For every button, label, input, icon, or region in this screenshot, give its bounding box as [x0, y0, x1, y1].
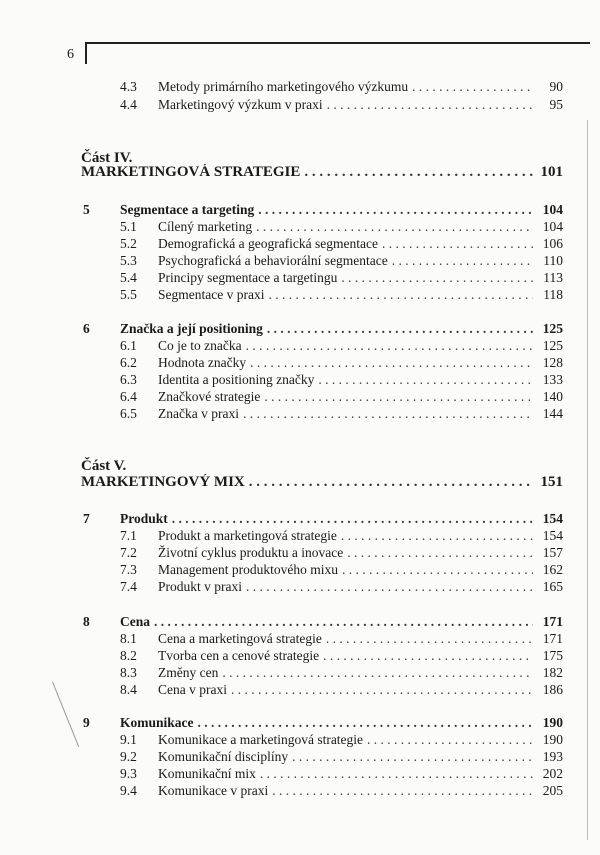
toc-entry-number: 7.3: [120, 562, 137, 577]
chapter-title: Cena: [120, 614, 150, 629]
toc-entry: [120, 579, 563, 595]
dot-leader: [198, 715, 533, 731]
dot-leader: [304, 164, 533, 181]
dot-leader: [323, 648, 533, 664]
toc-entry-page: 118: [543, 287, 563, 302]
toc-entry-number: 5.2: [120, 236, 137, 251]
toc-entry-page: 162: [542, 562, 563, 577]
dot-leader: [258, 202, 533, 218]
chapter-row: [120, 321, 563, 337]
dot-leader: [231, 682, 533, 698]
chapter-title: Komunikace: [120, 715, 194, 730]
toc-entry-page: 182: [542, 665, 563, 680]
toc-entry-number: 4.4: [120, 97, 137, 112]
toc-entry-number: 6.5: [120, 406, 137, 421]
dot-leader: [392, 253, 533, 269]
chapter-number: 9: [83, 715, 90, 730]
chapter-title: Segmentace a targeting: [120, 202, 255, 217]
toc-entry: [120, 287, 563, 303]
toc-entry: [120, 389, 563, 405]
dot-leader: [382, 236, 533, 252]
chapter-number: 8: [83, 614, 90, 629]
toc-entry-title: Management produktového mixu: [158, 562, 338, 577]
dot-leader: [246, 579, 533, 595]
page-edge-line: [587, 120, 588, 840]
toc-entry: [120, 732, 563, 748]
dot-leader: [341, 270, 533, 286]
dot-leader: [292, 749, 533, 765]
toc-entry-number: 9.2: [120, 749, 137, 764]
toc-entry-number: 5.1: [120, 219, 137, 234]
toc-entry-page: 125: [542, 338, 563, 353]
toc-entry-title: Metody primárního marketingového výzkumu: [158, 79, 409, 94]
toc-entry-number: 4.3: [120, 79, 137, 94]
toc-entry-page: 193: [542, 749, 563, 764]
toc-entry: [120, 219, 563, 235]
chapter-number: 5: [83, 202, 90, 217]
dot-leader: [250, 355, 533, 371]
chapter-page: 104: [542, 202, 563, 217]
toc-entry-title: Komunikační mix: [158, 766, 256, 781]
chapter-page: 171: [542, 614, 563, 629]
toc-entry: [120, 562, 563, 578]
toc-entry-page: 175: [542, 648, 563, 663]
toc-entry-title: Produkt a marketingová strategie: [158, 528, 337, 543]
header-rule: [85, 42, 590, 44]
toc-entry-page: 144: [542, 406, 563, 421]
toc-entry-title: Hodnota značky: [158, 355, 247, 370]
toc-entry-page: 128: [542, 355, 563, 370]
toc-entry-number: 7.1: [120, 528, 137, 543]
toc-entry-number: 9.1: [120, 732, 137, 747]
toc-entry: [120, 355, 563, 371]
dot-leader: [260, 766, 533, 782]
part-label: Část IV.: [81, 150, 133, 166]
dot-leader: [154, 614, 533, 630]
toc-entry: [120, 97, 563, 113]
toc-entry-page: 110: [543, 253, 563, 268]
toc-entry-title: Segmentace v praxi: [158, 287, 265, 302]
chapter-row: [120, 202, 563, 218]
part-page: 101: [540, 164, 563, 180]
page-number: 6: [67, 47, 74, 62]
toc-entry: [120, 406, 563, 422]
dot-leader: [172, 511, 533, 527]
chapter-page: 190: [542, 715, 563, 730]
dot-leader: [367, 732, 533, 748]
chapter-page: 154: [542, 511, 563, 526]
toc-entry: [120, 665, 563, 681]
dot-leader: [256, 219, 533, 235]
toc-entry-page: 186: [542, 682, 563, 697]
header-rule-vertical: [85, 42, 87, 64]
chapter-title: Značka a její positioning: [120, 321, 263, 336]
toc-entry: [120, 372, 563, 388]
toc-entry-page: 190: [542, 732, 563, 747]
toc-entry-title: Změny cen: [158, 665, 219, 680]
dot-leader: [342, 562, 533, 578]
toc-entry-title: Komunikace a marketingová strategie: [158, 732, 364, 747]
toc-entry: [120, 766, 563, 782]
toc-entry-number: 5.4: [120, 270, 137, 285]
toc-entry-title: Komunikační disciplíny: [158, 749, 289, 764]
toc-entry: [120, 545, 563, 561]
toc-entry-page: 133: [542, 372, 563, 387]
dot-leader: [268, 287, 533, 303]
toc-entry-title: Cílený marketing: [158, 219, 253, 234]
toc-entry: [120, 253, 563, 269]
toc-entry-page: 90: [549, 79, 563, 94]
toc-entry-title: Psychografická a behaviorální segmentace: [158, 253, 388, 268]
toc-entry: [120, 236, 563, 252]
toc-entry-number: 6.3: [120, 372, 137, 387]
dot-leader: [326, 631, 533, 647]
chapter-number: 6: [83, 321, 90, 336]
toc-entry-page: 157: [542, 545, 563, 560]
toc-entry-page: 95: [549, 97, 563, 112]
part-page: 151: [540, 474, 563, 490]
dot-leader: [318, 372, 533, 388]
margin-pencil-mark: [52, 682, 79, 747]
toc-entry-page: 106: [542, 236, 563, 251]
part-title-row: [81, 474, 563, 491]
toc-entry-number: 8.1: [120, 631, 137, 646]
toc-entry: [120, 270, 563, 286]
toc-entry: [120, 79, 563, 95]
toc-entry-number: 5.3: [120, 253, 137, 268]
toc-entry-title: Demografická a geografická segmentace: [158, 236, 379, 251]
toc-entry-page: 104: [542, 219, 563, 234]
chapter-title: Produkt: [120, 511, 168, 526]
toc-entry-title: Značkové strategie: [158, 389, 261, 404]
toc-entry-title: Tvorba cen a cenové strategie: [158, 648, 320, 663]
toc-entry-page: 171: [542, 631, 563, 646]
toc-entry-title: Značka v praxi: [158, 406, 239, 421]
toc-entry-number: 7.4: [120, 579, 137, 594]
toc-entry: [120, 631, 563, 647]
toc-entry-title: Marketingový výzkum v praxi: [158, 97, 323, 112]
toc-entry-title: Komunikace v praxi: [158, 783, 269, 798]
chapter-row: [120, 614, 563, 630]
part-title: MARKETINGOVÝ MIX: [81, 474, 245, 490]
toc-entry-number: 5.5: [120, 287, 137, 302]
toc-entry-number: 6.1: [120, 338, 137, 353]
toc-entry-number: 7.2: [120, 545, 137, 560]
toc-entry-number: 9.4: [120, 783, 137, 798]
dot-leader: [272, 783, 533, 799]
dot-leader: [246, 338, 533, 354]
toc-entry-title: Životní cyklus produktu a inovace: [158, 545, 344, 560]
toc-entry-title: Co je to značka: [158, 338, 242, 353]
chapter-page: 125: [542, 321, 563, 336]
toc-entry-title: Produkt v praxi: [158, 579, 242, 594]
toc-entry: [120, 783, 563, 799]
toc-entry-title: Identita a positioning značky: [158, 372, 315, 387]
toc-entry-number: 9.3: [120, 766, 137, 781]
toc-entry-page: 140: [542, 389, 563, 404]
chapter-row: [120, 511, 563, 527]
dot-leader: [243, 406, 533, 422]
toc-entry-number: 6.2: [120, 355, 137, 370]
toc-entry-number: 6.4: [120, 389, 137, 404]
part-title-row: [81, 164, 563, 181]
toc-entry-title: Cena v praxi: [158, 682, 227, 697]
chapter-number: 7: [83, 511, 90, 526]
toc-entry-number: 8.2: [120, 648, 137, 663]
toc-entry-number: 8.3: [120, 665, 137, 680]
dot-leader: [264, 389, 533, 405]
part-title: MARKETINGOVÁ STRATEGIE: [81, 164, 301, 180]
toc-entry: [120, 648, 563, 664]
toc-entry-title: Principy segmentace a targetingu: [158, 270, 338, 285]
toc-entry: [120, 749, 563, 765]
dot-leader: [327, 97, 533, 113]
dot-leader: [249, 474, 533, 491]
dot-leader: [341, 528, 533, 544]
dot-leader: [222, 665, 533, 681]
toc-entry-page: 205: [542, 783, 563, 798]
dot-leader: [412, 79, 533, 95]
part-label: Část V.: [81, 458, 127, 474]
toc-entry-page: 154: [542, 528, 563, 543]
chapter-row: [120, 715, 563, 731]
dot-leader: [267, 321, 533, 337]
toc-entry-number: 8.4: [120, 682, 137, 697]
toc-entry-page: 202: [542, 766, 563, 781]
toc-entry-page: 113: [543, 270, 563, 285]
toc-entry: [120, 528, 563, 544]
toc-entry: [120, 682, 563, 698]
toc-entry-title: Cena a marketingová strategie: [158, 631, 322, 646]
toc-entry-page: 165: [542, 579, 563, 594]
toc-entry: [120, 338, 563, 354]
dot-leader: [347, 545, 533, 561]
